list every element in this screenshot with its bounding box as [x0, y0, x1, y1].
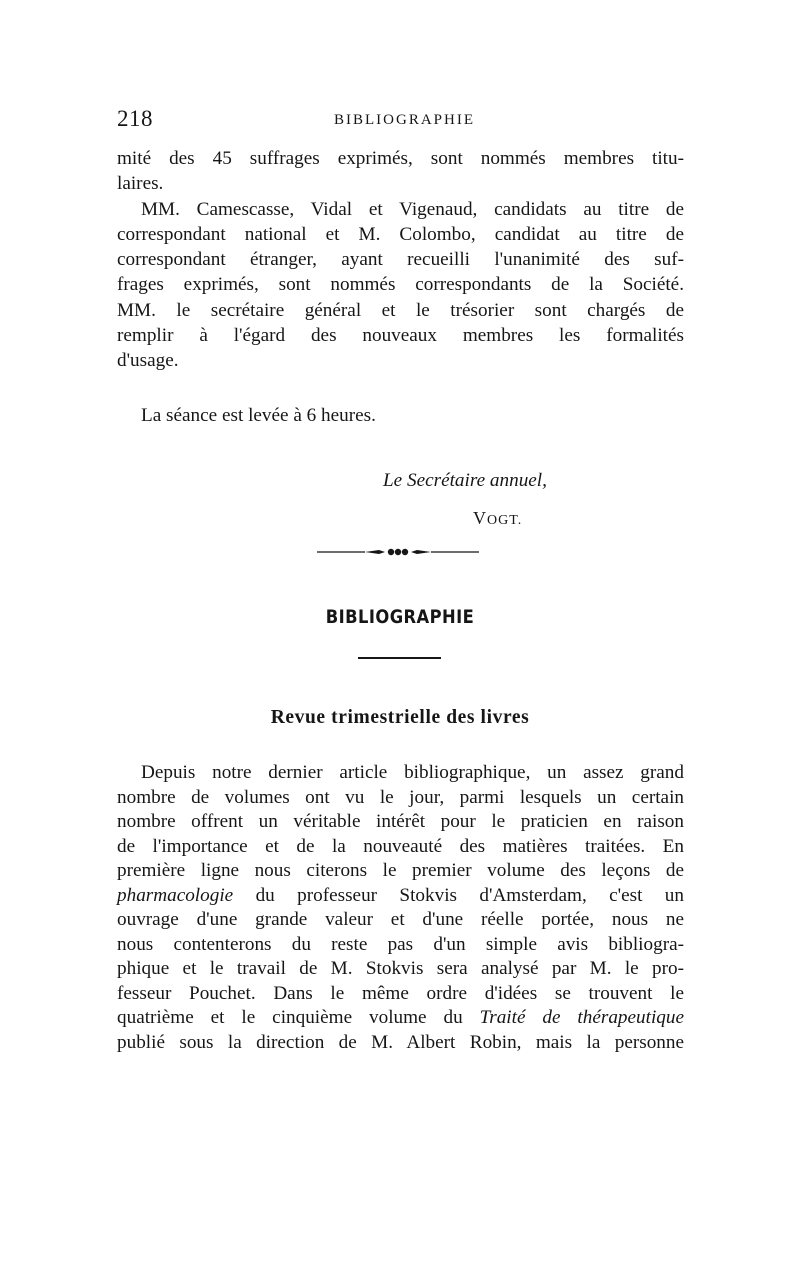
- text-line: MM. Camescasse, Vidal et Vigenaud, candidats au titre de: [141, 198, 684, 220]
- ornament-divider-icon: [317, 546, 479, 558]
- text-line: mité des 45 suffrages exprimés, sont nommés membres titu-: [117, 148, 684, 169]
- italic-title: Traité de thérapeutique: [479, 1007, 684, 1028]
- heading-rule: [358, 657, 441, 659]
- text-line: d'usage.: [117, 350, 179, 372]
- text-fragment: du professeur Stokvis d'Amsterdam, c'est un: [233, 884, 684, 906]
- running-head: BIBLIOGRAPHIE: [334, 112, 475, 128]
- text-fragment: quatrième et le cinquième volume du: [117, 1007, 480, 1028]
- text-line: laires.: [117, 173, 164, 195]
- text-line: [117, 884, 684, 909]
- text-line: [117, 1006, 684, 1031]
- text-line: nombre offrent un véritable intérêt pour le praticien en raison: [117, 811, 684, 832]
- section-subheading: Revue trimestrielle des livres: [270, 707, 530, 728]
- review-paragraph: [117, 761, 684, 1055]
- text-line: Depuis notre dernier article bibliographique, un assez grand: [141, 762, 684, 783]
- signature-name: [473, 508, 522, 529]
- text-line: remplir à l'égard des nouveaux membres les formalités: [117, 325, 684, 347]
- text-line: ouvrage d'une grande valeur et d'une réelle portée, nous ne: [117, 909, 684, 930]
- closing-line: La séance est levée à 6 heures.: [141, 405, 376, 426]
- text-line: première ligne nous citerons le premier volume des leçons de: [117, 860, 684, 881]
- text-line: de l'importance et de la nouveauté des matières traitées. En: [117, 835, 684, 857]
- italic-title: pharmacologie: [117, 884, 234, 906]
- page-number: 218: [117, 106, 153, 131]
- text-line: publié sous la direction de M. Albert Robin, mais la personne: [117, 1031, 684, 1053]
- signature-rest: OGT.: [487, 513, 523, 528]
- text-line: correspondant national et M. Colombo, candidat au titre de: [117, 223, 684, 245]
- signature-title: Le Secrétaire annuel,: [383, 470, 547, 491]
- minutes-paragraph: [117, 146, 684, 374]
- text-line: MM. le secrétaire général et le trésorier sont chargés de: [117, 299, 684, 321]
- text-line: phique et le travail de M. Stokvis sera analysé par M. le pro-: [117, 958, 684, 979]
- text-line: fesseur Pouchet. Dans le même ordre d'idées se trouvent le: [117, 982, 684, 1004]
- text-line: correspondant étranger, ayant recueilli l'unanimité des suf-: [117, 249, 684, 271]
- text-line: nous contenterons du reste pas d'un simple avis bibliogra-: [117, 933, 684, 955]
- section-heading: BIBLIOGRAPHIE: [325, 606, 475, 628]
- text-line: nombre de volumes ont vu le jour, parmi lesquels un certain: [117, 786, 684, 808]
- signature-initial: V: [473, 508, 487, 528]
- text-line: frages exprimés, sont nommés correspondants de la Société.: [117, 274, 684, 296]
